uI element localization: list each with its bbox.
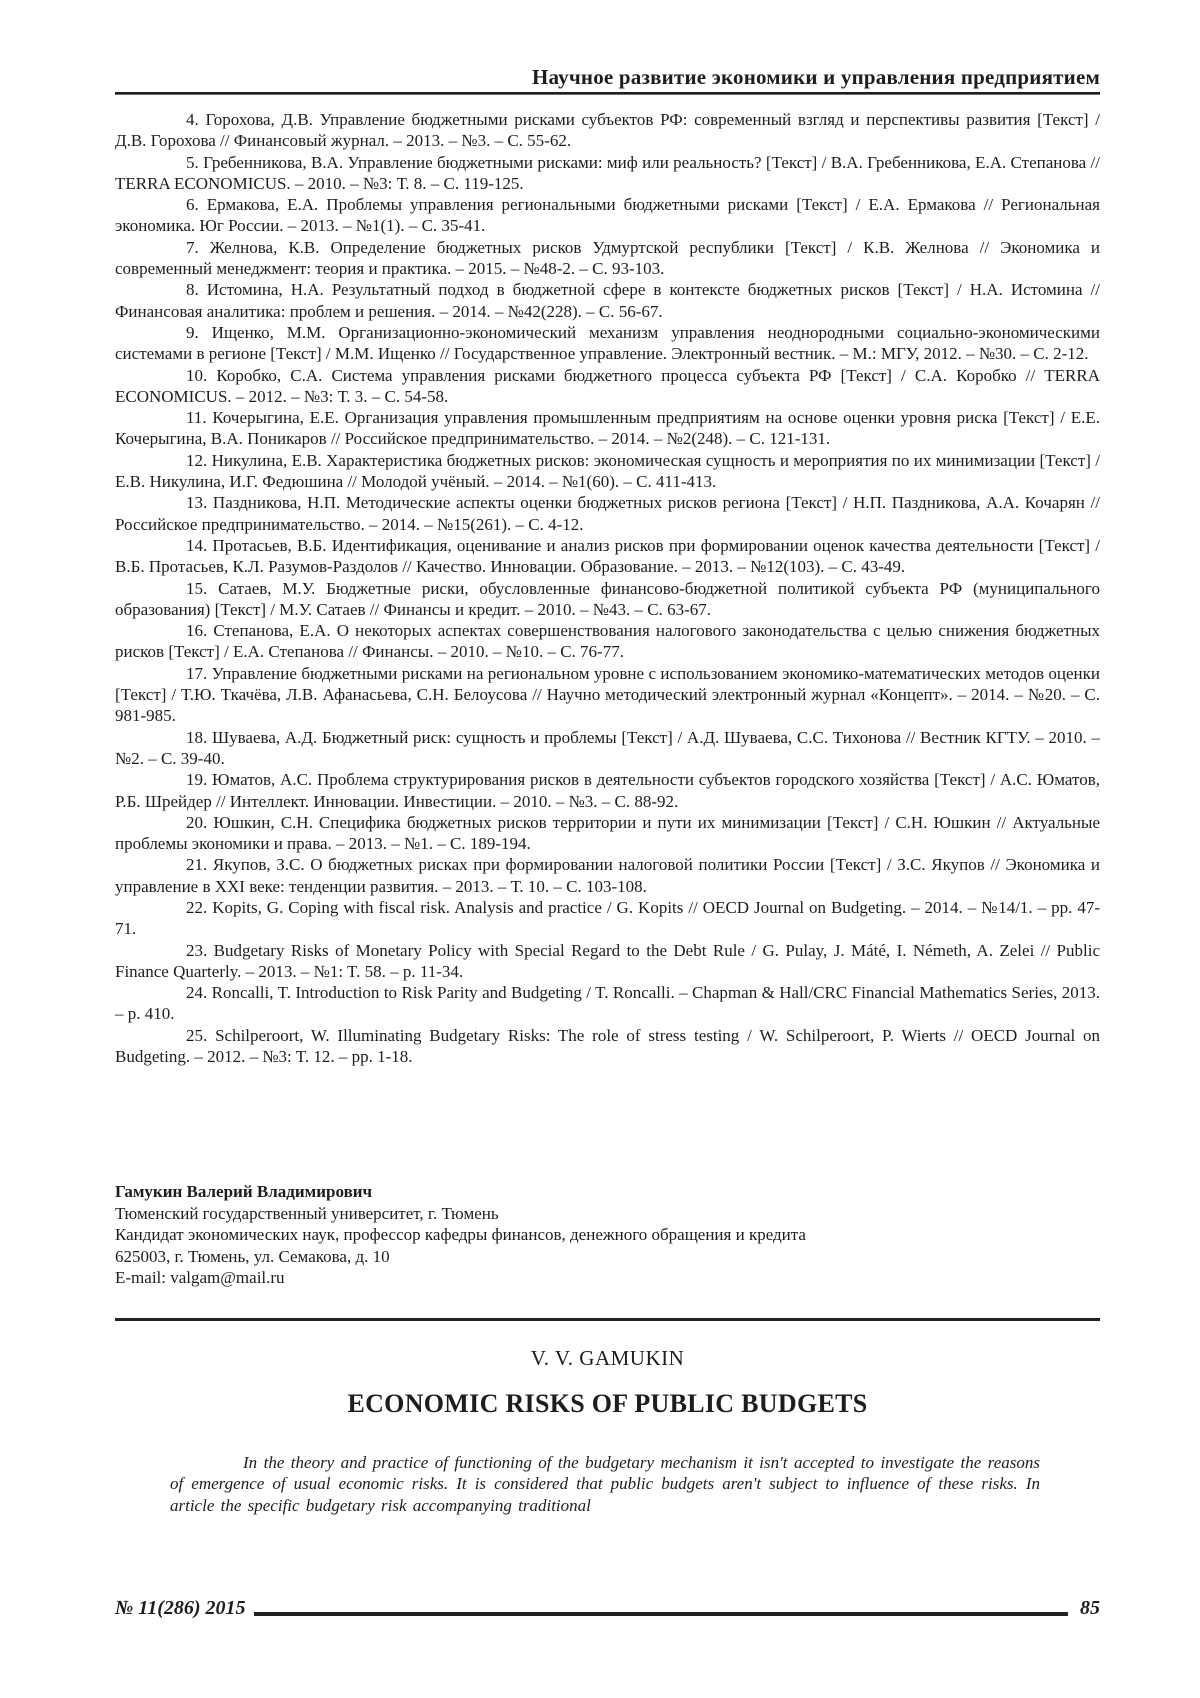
bibliography-item: 25. Schilperoort, W. Illuminating Budgetary Risks: The role of stress testing / W. Schilperoort, P. Wierts // OECD Journal on Budgeting. – 2012. – №3: T. 12. – pp. 1-18.	[115, 1025, 1100, 1067]
author-info-block	[115, 1181, 1100, 1289]
footer-rule	[254, 1612, 1068, 1616]
bibliography-item: 21. Якупов, З.С. О бюджетных рисках при формировании налоговой политики России [Текст] / З.С. Якупов // Экономика и управление в XXI веке: тенденции развития. – 2013. – Т. 10. – С. 103-108.	[115, 855, 1100, 896]
article-abstract: In the theory and practice of functioning of the budgetary mechanism it isn't accepted to investigate the reasons of emergence of usual economic risks. It is considered that public budgets aren't subject to influence of these risks. In article the specific budgetary risk accompanying traditional	[170, 1452, 1040, 1515]
bibliography-item: 24. Roncalli, T. Introduction to Risk Parity and Budgeting / T. Roncalli. – Chapman & Hall/CRC Financial Mathematics Series, 2013. – p. 410.	[115, 983, 1100, 1024]
author-name: Гамукин Валерий Владимирович	[115, 1182, 373, 1202]
english-section	[115, 1345, 1100, 1517]
author-name-latin: V. V. GAMUKIN	[530, 1345, 685, 1370]
author-position: Кандидат экономических наук, профессор кафедры финансов, денежного обращения и кредита	[115, 1225, 806, 1245]
bibliography-item: 11. Кочерыгина, Е.Е. Организация управления промышленным предприятиям на основе оценки уровня риска [Текст] / Е.Е. Кочерыгина, В.А. Поникаров // Российское предпринимательство. – 2014. – №2(248). – С. 121-131.	[115, 408, 1100, 449]
bibliography-item: 18. Шуваева, А.Д. Бюджетный риск: сущность и проблемы [Текст] / А.Д. Шуваева, С.С. Тихонова // Вестник КГТУ. – 2010. – №2. – С. 39-40.	[115, 727, 1100, 768]
bibliography-item: 9. Ищенко, М.М. Организационно-экономический механизм управления неоднородными социально-экономическими системами в регионе [Текст] / М.М. Ищенко // Государственное управление. Электронный вестник. – М.: МГУ, 2012. – №30. – С. 2-12.	[115, 322, 1100, 364]
bibliography-item: 7. Желнова, К.В. Определение бюджетных рисков Удмуртской республики [Текст] / К.В. Желнова // Экономика и современный менеджмент: теория и практика. – 2015. – №48-2. – С. 93-103.	[115, 237, 1100, 279]
bibliography-item: 13. Паздникова, Н.П. Методические аспекты оценки бюджетных рисков региона [Текст] / Н.П. Паздникова, А.А. Кочарян // Российское предпринимательство. – 2014. – №15(261). – С. 4-12.	[115, 493, 1100, 534]
bibliography-item: 20. Юшкин, С.Н. Специфика бюджетных рисков территории и пути их минимизации [Текст] / С.Н. Юшкин // Актуальные проблемы экономики и права. – 2013. – №1. – С. 189-194.	[115, 812, 1100, 854]
bibliography-item: 17. Управление бюджетными рисками на региональном уровне с использованием экономико-математических методов оценки [Текст] / Т.Ю. Ткачёва, Л.В. Афанасьева, С.Н. Белоусова // Научно методический электронный журнал «Концепт». – 2014. – №20. – С. 981-985.	[115, 663, 1100, 726]
bibliography-item: 10. Коробко, С.А. Система управления рисками бюджетного процесса субъекта РФ [Текст] / С.А. Коробко // TERRA ECONOMICUS. – 2012. – №3: Т. 3. – С. 54-58.	[115, 365, 1100, 406]
bibliography-item: 6. Ермакова, Е.А. Проблемы управления региональными бюджетными рисками [Текст] / Е.А. Ермакова // Региональная экономика. Юг России. – 2013. – №1(1). – С. 35-41.	[115, 195, 1100, 236]
bibliography-item: 12. Никулина, Е.В. Характеристика бюджетных рисков: экономическая сущность и мероприятия по их минимизации [Текст] / Е.В. Никулина, И.Г. Федюшина // Молодой учёный. – 2014. – №1(60). – С. 411-413.	[115, 450, 1100, 492]
bibliography-item: 8. Истомина, Н.А. Результатный подход в бюджетной сфере в контексте бюджетных рисков [Текст] / Н.А. Истомина // Финансовая аналитика: проблем и решения. – 2014. – №42(228). – С. 56-67.	[115, 280, 1100, 321]
page-footer	[115, 1596, 1100, 1620]
header-rule	[115, 92, 1100, 95]
bibliography-item: 15. Сатаев, М.У. Бюджетные риски, обусловленные финансово-бюджетной политикой субъекта РФ (муниципального образования) [Текст] / М.У. Сатаев // Финансы и кредит. – 2010. – №43. – С. 63-67.	[115, 578, 1100, 619]
bibliography-item: 23. Budgetary Risks of Monetary Policy with Special Regard to the Debt Rule / G. Pulay, J. Máté, I. Németh, A. Zelei // Public Finance Quarterly. – 2013. – №1: T. 58. – p. 11-34.	[115, 940, 1100, 981]
page-number: 85	[1080, 1597, 1100, 1619]
bibliography-item: 19. Юматов, А.С. Проблема структурирования рисков в деятельности субъектов городского хозяйства [Текст] / А.С. Юматов, Р.Б. Шрейдер // Интеллект. Инновации. Инвестиции. – 2010. – №3. – С. 88-92.	[115, 770, 1100, 811]
bibliography-item: 14. Протасьев, В.Б. Идентификация, оценивание и анализ рисков при формировании оценок качества деятельности [Текст] / В.Б. Протасьев, К.Л. Разумов-Раздолов // Качество. Инновации. Образование. – 2013. – №12(103). – С. 43-49.	[115, 535, 1100, 577]
section-divider-rule	[115, 1318, 1100, 1321]
running-header	[115, 0, 1100, 95]
bibliography-item: 5. Гребенникова, В.А. Управление бюджетными рисками: миф или реальность? [Текст] / В.А. Гребенникова, Е.А. Степанова // TERRA ECONOMICUS. – 2010. – №3: Т. 8. – С. 119-125.	[115, 152, 1100, 193]
author-email: E-mail: valgam@mail.ru	[115, 1268, 285, 1288]
bibliography-item: 22. Kopits, G. Coping with fiscal risk. Analysis and practice / G. Kopits // OECD Journal on Budgeting. – 2014. – №14/1. – pp. 47-71.	[115, 897, 1100, 939]
bibliography-item: 4. Горохова, Д.В. Управление бюджетными рисками субъектов РФ: современный взгляд и перспективы развития [Текст] / Д.В. Горохова // Финансовый журнал. – 2013. – №3. – С. 55-62.	[115, 110, 1100, 151]
bibliography-item: 16. Степанова, Е.А. О некоторых аспектах совершенствования налогового законодательства с целью снижения бюджетных рисков [Текст] / Е.А. Степанова // Финансы. – 2010. – №10. – С. 76-77.	[115, 621, 1100, 662]
article-title: ECONOMIC RISKS OF PUBLIC BUDGETS	[347, 1388, 868, 1418]
author-address: 625003, г. Тюмень, ул. Семакова, д. 10	[115, 1246, 390, 1266]
running-title: Научное развитие экономики и управления предприятием	[531, 65, 1100, 89]
bibliography-list	[115, 109, 1100, 1067]
issue-label: № 11(286) 2015	[115, 1597, 246, 1619]
author-university: Тюменский государственный университет, г. Тюмень	[115, 1203, 499, 1223]
